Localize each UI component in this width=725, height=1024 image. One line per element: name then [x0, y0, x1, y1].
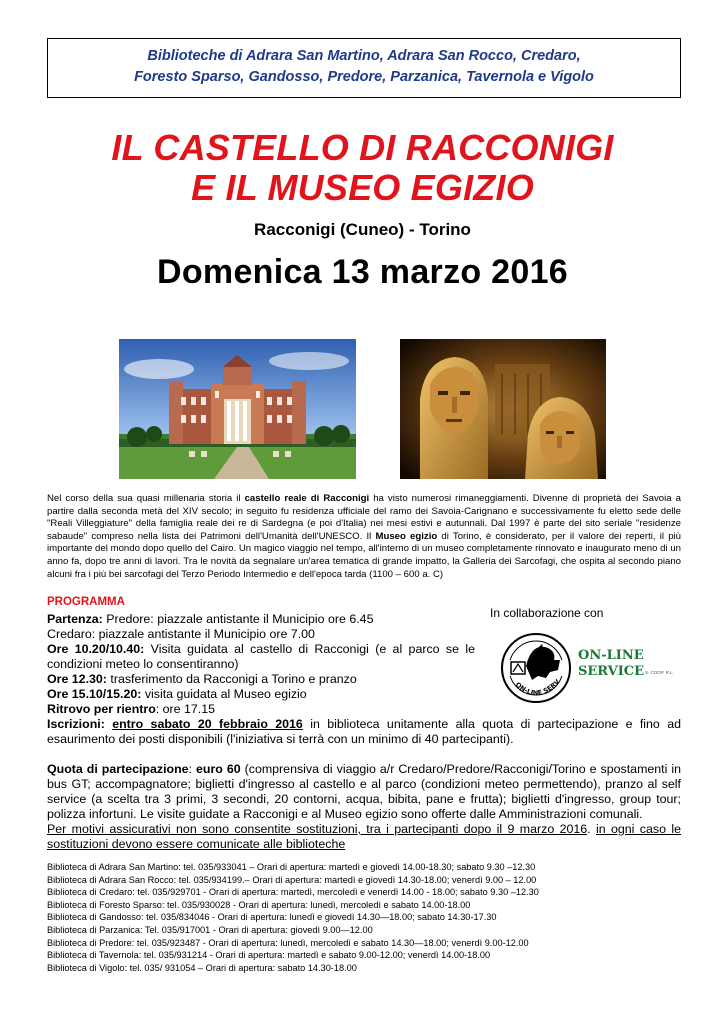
schedule-4-text: : ore 17.15 — [155, 702, 216, 716]
library-item: Biblioteca di Adrara San Martino: tel. 035/933041 – Orari di apertura: martedì e giovedì 14.00-18.30; sabato 9.30 –12.30 — [47, 862, 536, 872]
library-item: Biblioteca di Tavernola: tel. 035/931214 - Orari di apertura: martedì e sabato 9.00-12.00; venerdì 14.00-18.00 — [47, 950, 491, 961]
event-date: Domenica 13 marzo 2016 — [156, 253, 569, 291]
quota-text: (comprensiva di viaggio a/r Credaro/Predore/Racconigi/Torino e spostamenti in bus GT; accompagnatore; biglietti d'ingresso al castello e al parco (condizioni meteo permettendo), pranzo al self service (a scelta tra 3 primi, 3 secondi, 20 contorni, acqua, bibita, pane e frutta); biglietti d'ingresso, group tour; polizza infortuni. Le visite guidate a Racconigi e al Museo egizio sono offerte dalle Amministrazioni comunali. — [47, 762, 682, 821]
subtitle: Racconigi (Cuneo) - Torino — [254, 220, 471, 239]
header-line-2: Foresto Sparso, Gandosso, Predore, Parzanica, Tavernola e Vigolo — [134, 69, 594, 85]
quota-label: Quota di partecipazione — [47, 762, 189, 776]
intro-text-2: ha visto numerosi rimaneggiamenti. Divenne di proprietà dei Savoia a partire dalla seconda metà del XIV secolo; in seguito fu residenza ufficiale del ramo dei Savoia-Carignano e successivamente fu eletto sede delle "Reali Villeggiature" della famiglia reale dei re di Sardegna (e poi d'Italia) nei mesi estivi e autunnali. Dal 1997 è parte del sito seriale "residenze sabaude" compreso nella lista dei Patrimoni dell'Umanità dell'UNESCO. Il — [47, 493, 681, 542]
partenza-text: Predore: piazzale antistante il Municipio ore 6.45 — [102, 612, 374, 626]
quota-paragraph — [47, 762, 681, 822]
sostituzioni-note-2: in ogni caso le sostituzioni devono essere comunicate alle biblioteche — [47, 822, 681, 851]
intro-paragraph — [47, 493, 681, 581]
schedule-3-time: Ore 15.10/15.20: — [47, 687, 142, 701]
library-item: Biblioteca di Vigolo: tel. 035/ 931054 – Orari di apertura: sabato 14.30-18.00 — [47, 962, 357, 973]
quota-value: euro 60 — [196, 762, 241, 776]
title-line-2: E IL MUSEO EGIZIO — [191, 167, 534, 208]
pharaoh-statues-illustration — [400, 339, 606, 479]
castle-illustration — [119, 339, 356, 479]
programma-heading: PROGRAMMA — [47, 596, 125, 608]
logo-name-1: ON-LINE — [578, 648, 644, 663]
library-item: Biblioteca di Predore: tel. 035/923487 - Orari di apertura: lunedì, mercoledì e sabato 14.30—18.00; venerdì 9.00-12.00 — [47, 937, 529, 948]
schedule-1-time: Ore 10.20/10.40: — [47, 642, 145, 656]
quota-colon: : — [188, 762, 196, 776]
sostituzioni-sep: . — [587, 822, 596, 836]
schedule-1 — [47, 642, 475, 672]
header-line-1: Biblioteche di Adrara San Martino, Adrara San Rocco, Credaro, — [147, 48, 581, 64]
castle-photo — [119, 339, 356, 479]
schedule-2-time: Ore 12.30: — [47, 672, 107, 686]
schedule-4-label: Ritrovo per rientro — [47, 702, 156, 716]
schedule-2-text: trasferimento da Racconigi a Torino e pranzo — [106, 672, 357, 686]
schedule-1-text: Visita guidata al castello di Racconigi (e al parco se le condizioni meteo lo consentiranno) — [47, 642, 475, 671]
title-line-1: IL CASTELLO DI RACCONIGI — [111, 127, 614, 168]
library-item: Biblioteca di Foresto Sparso: tel. 035/930028 - Orari di apertura: lunedì, mercoledì e sabato 14.00-18.00 — [47, 899, 471, 910]
header-box — [47, 38, 681, 98]
intro-text-1: Nel corso della sua quasi millenaria storia il — [47, 493, 245, 504]
logo-name-2: SERVICE — [578, 664, 645, 679]
intro-text-3: di Torino, è considerato, per il valore dei reperti, il più importante del mondo dopo quello del Cairo. Un magico viaggio nel tempo, all'interno di un museo completamente rinnovato e inaugurato meno di un anno fa, dopo tre anni di lavori. Tra le novità da segnalare un'area tematica di grande impatto, la Galleria dei Sarcofagi, che ospita al secondo piano alcuni fra i più bei sarcofagi del Terzo Periodo Intermedio e dell'epoca tarda (1100 – 600 a. C) — [47, 530, 681, 580]
online-service-logo — [498, 630, 678, 706]
iscrizioni-label: Iscrizioni: — [47, 717, 105, 731]
iscrizioni-deadline: entro sabato 20 febbraio 2016 — [112, 717, 303, 731]
schedule-3-text: visita guidata al Museo egizio — [141, 687, 307, 701]
library-list — [47, 861, 539, 974]
sostituzioni-note — [47, 822, 681, 852]
library-item: Biblioteca di Credaro: tel. 035/929701 - Orari di apertura: martedì, mercoledì e venerdì 14.00 - 18.00; sabato 9.30 –12.30 — [47, 887, 539, 898]
intro-bold-museum: Museo egizio — [375, 530, 438, 542]
logo-ring-text: ON-LINE SERV — [513, 677, 562, 698]
partenza-line — [47, 612, 373, 627]
museum-photo — [400, 339, 606, 479]
partenza-label: Partenza: — [47, 612, 103, 626]
collaboration-text: In collaborazione con — [490, 606, 604, 620]
credaro-line: Credaro: piazzale antistante il Municipio ore 7.00 — [47, 627, 315, 641]
schedule-4 — [47, 702, 215, 717]
intro-bold-castle: castello reale di Racconigi — [244, 493, 370, 504]
library-item: Biblioteca di Parzanica: Tel. 035/917001 - Orari di apertura: giovedì 9.00—12.00 — [47, 924, 373, 935]
library-item: Biblioteca di Gandosso: tel. 035/834046 - Orari di apertura: lunedì e giovedì 14.30—18.00; sabato 14.30-17.30 — [47, 912, 497, 923]
sostituzioni-note-1: Per motivi assicurativi non sono consentite sostituzioni, tra i partecipanti dopo il 9 marzo 2016 — [47, 822, 588, 836]
schedule-2 — [47, 672, 357, 687]
logo-suffix: S. COOP. R.L. — [645, 670, 674, 675]
library-item: Biblioteca di Adrara San Rocco: tel. 035/934199.– Orari di apertura: martedì e giovedì 14.30-18.00; venerdì 9.00 – 12.00 — [47, 874, 537, 885]
schedule-3 — [47, 687, 307, 702]
iscrizioni-text: in biblioteca unitamente alla quota di partecipazione e fino ad esaurimento dei posti disponibili (l'iniziativa si terrà con un minimo di 40 partecipanti). — [47, 717, 681, 746]
iscrizioni-paragraph — [47, 717, 681, 747]
